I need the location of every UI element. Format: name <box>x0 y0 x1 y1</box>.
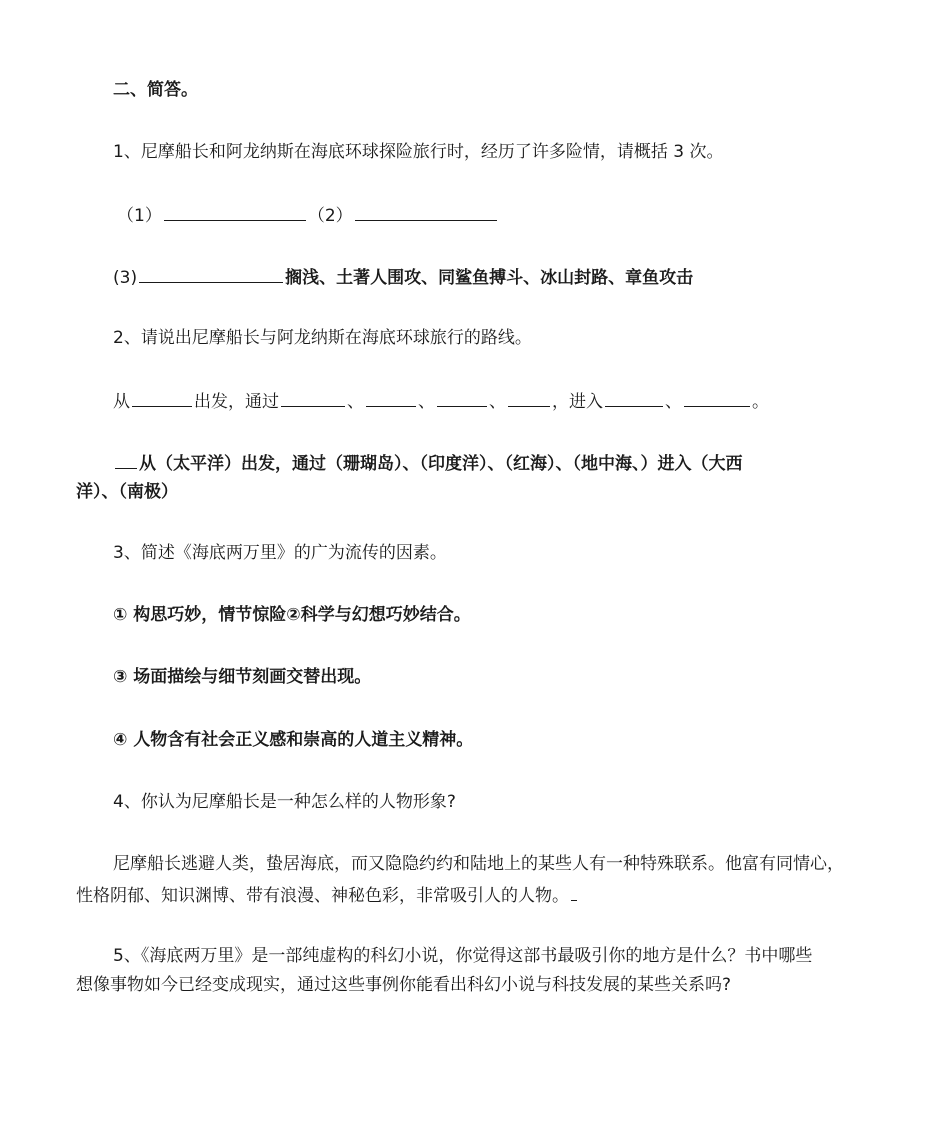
route-blank-4[interactable] <box>437 390 487 407</box>
question-2-answer-line-1 <box>113 452 743 474</box>
fill-from-text: 从 <box>113 392 130 412</box>
separator: 、 <box>418 392 435 412</box>
question-2-answer-line-2: 洋）、（南极） <box>76 482 178 502</box>
route-blank-7[interactable] <box>684 390 750 407</box>
question-4-answer-text: 性格阴郁、知识渊博、带有浪漫、神秘色彩，非常吸引人的人物。 <box>76 886 569 906</box>
answer-blank-1[interactable] <box>164 204 306 221</box>
question-1-blanks-row <box>117 204 499 226</box>
question-1-text: 1、尼摩船长和阿龙纳斯在海底环球探险旅行时，经历了许多险情，请概括 3 次。 <box>113 142 724 162</box>
route-blank-2[interactable] <box>281 390 345 407</box>
question-2-text: 2、请说出尼摩船长与阿龙纳斯在海底环球旅行的路线。 <box>113 328 532 348</box>
trailing-blank <box>571 884 577 901</box>
question-1-answer: 搁浅、土著人围攻、同鲨鱼搏斗、冰山封路、章鱼攻击 <box>285 268 694 288</box>
question-3-text: 3、简述《海底两万里》的广为流传的因素。 <box>113 543 447 563</box>
answer-lead-blank <box>115 452 137 469</box>
answer-blank-2[interactable] <box>355 204 497 221</box>
question-2-fill-row <box>113 390 769 412</box>
answer-blank-3[interactable] <box>139 266 283 283</box>
question-3-answer-3: ④ 人物含有社会正义感和崇高的人道主义精神。 <box>113 730 474 750</box>
route-blank-5[interactable] <box>508 390 550 407</box>
question-2-answer-text: 从（太平洋）出发，通过（珊瑚岛）、（印度洋）、（红海）、（地中海、）进入（大西 <box>139 454 743 474</box>
question-5-line-2: 想像事物如今已经变成现实，通过这些事例你能看出科幻小说与科技发展的某些关系吗? <box>76 975 732 995</box>
route-blank-1[interactable] <box>132 390 192 407</box>
section-heading: 二、简答。 <box>113 80 198 100</box>
route-blank-3[interactable] <box>366 390 416 407</box>
question-1-answer-row <box>113 266 693 288</box>
question-4-answer-line-2 <box>76 884 579 906</box>
separator: 、 <box>347 392 364 412</box>
separator: 、 <box>489 392 506 412</box>
question-3-answer-2: ③ 场面描绘与细节刻画交替出现。 <box>113 667 372 687</box>
fill-end-text: 。 <box>752 392 769 412</box>
fill-enter-text: ，进入 <box>552 392 603 412</box>
question-4-answer-line-1: 尼摩船长逃避人类，蛰居海底，而又隐隐约约和陆地上的某些人有一种特殊联系。他富有同情心， <box>113 854 844 874</box>
question-5-line-1: 5、《海底两万里》是一部纯虚构的科幻小说，你觉得这部书最吸引你的地方是什么？书中哪些 <box>113 946 813 966</box>
blank-3-label: (3) <box>113 268 138 288</box>
fill-depart-text: 出发，通过 <box>194 392 279 412</box>
question-4-text: 4、你认为尼摩船长是一种怎么样的人物形象? <box>113 792 456 812</box>
blank-1-label: （1） <box>117 206 162 226</box>
route-blank-6[interactable] <box>605 390 663 407</box>
blank-2-label: （2） <box>307 206 353 226</box>
separator: 、 <box>665 392 682 412</box>
question-3-answer-1: ① 构思巧妙，情节惊险②科学与幻想巧妙结合。 <box>113 605 471 625</box>
